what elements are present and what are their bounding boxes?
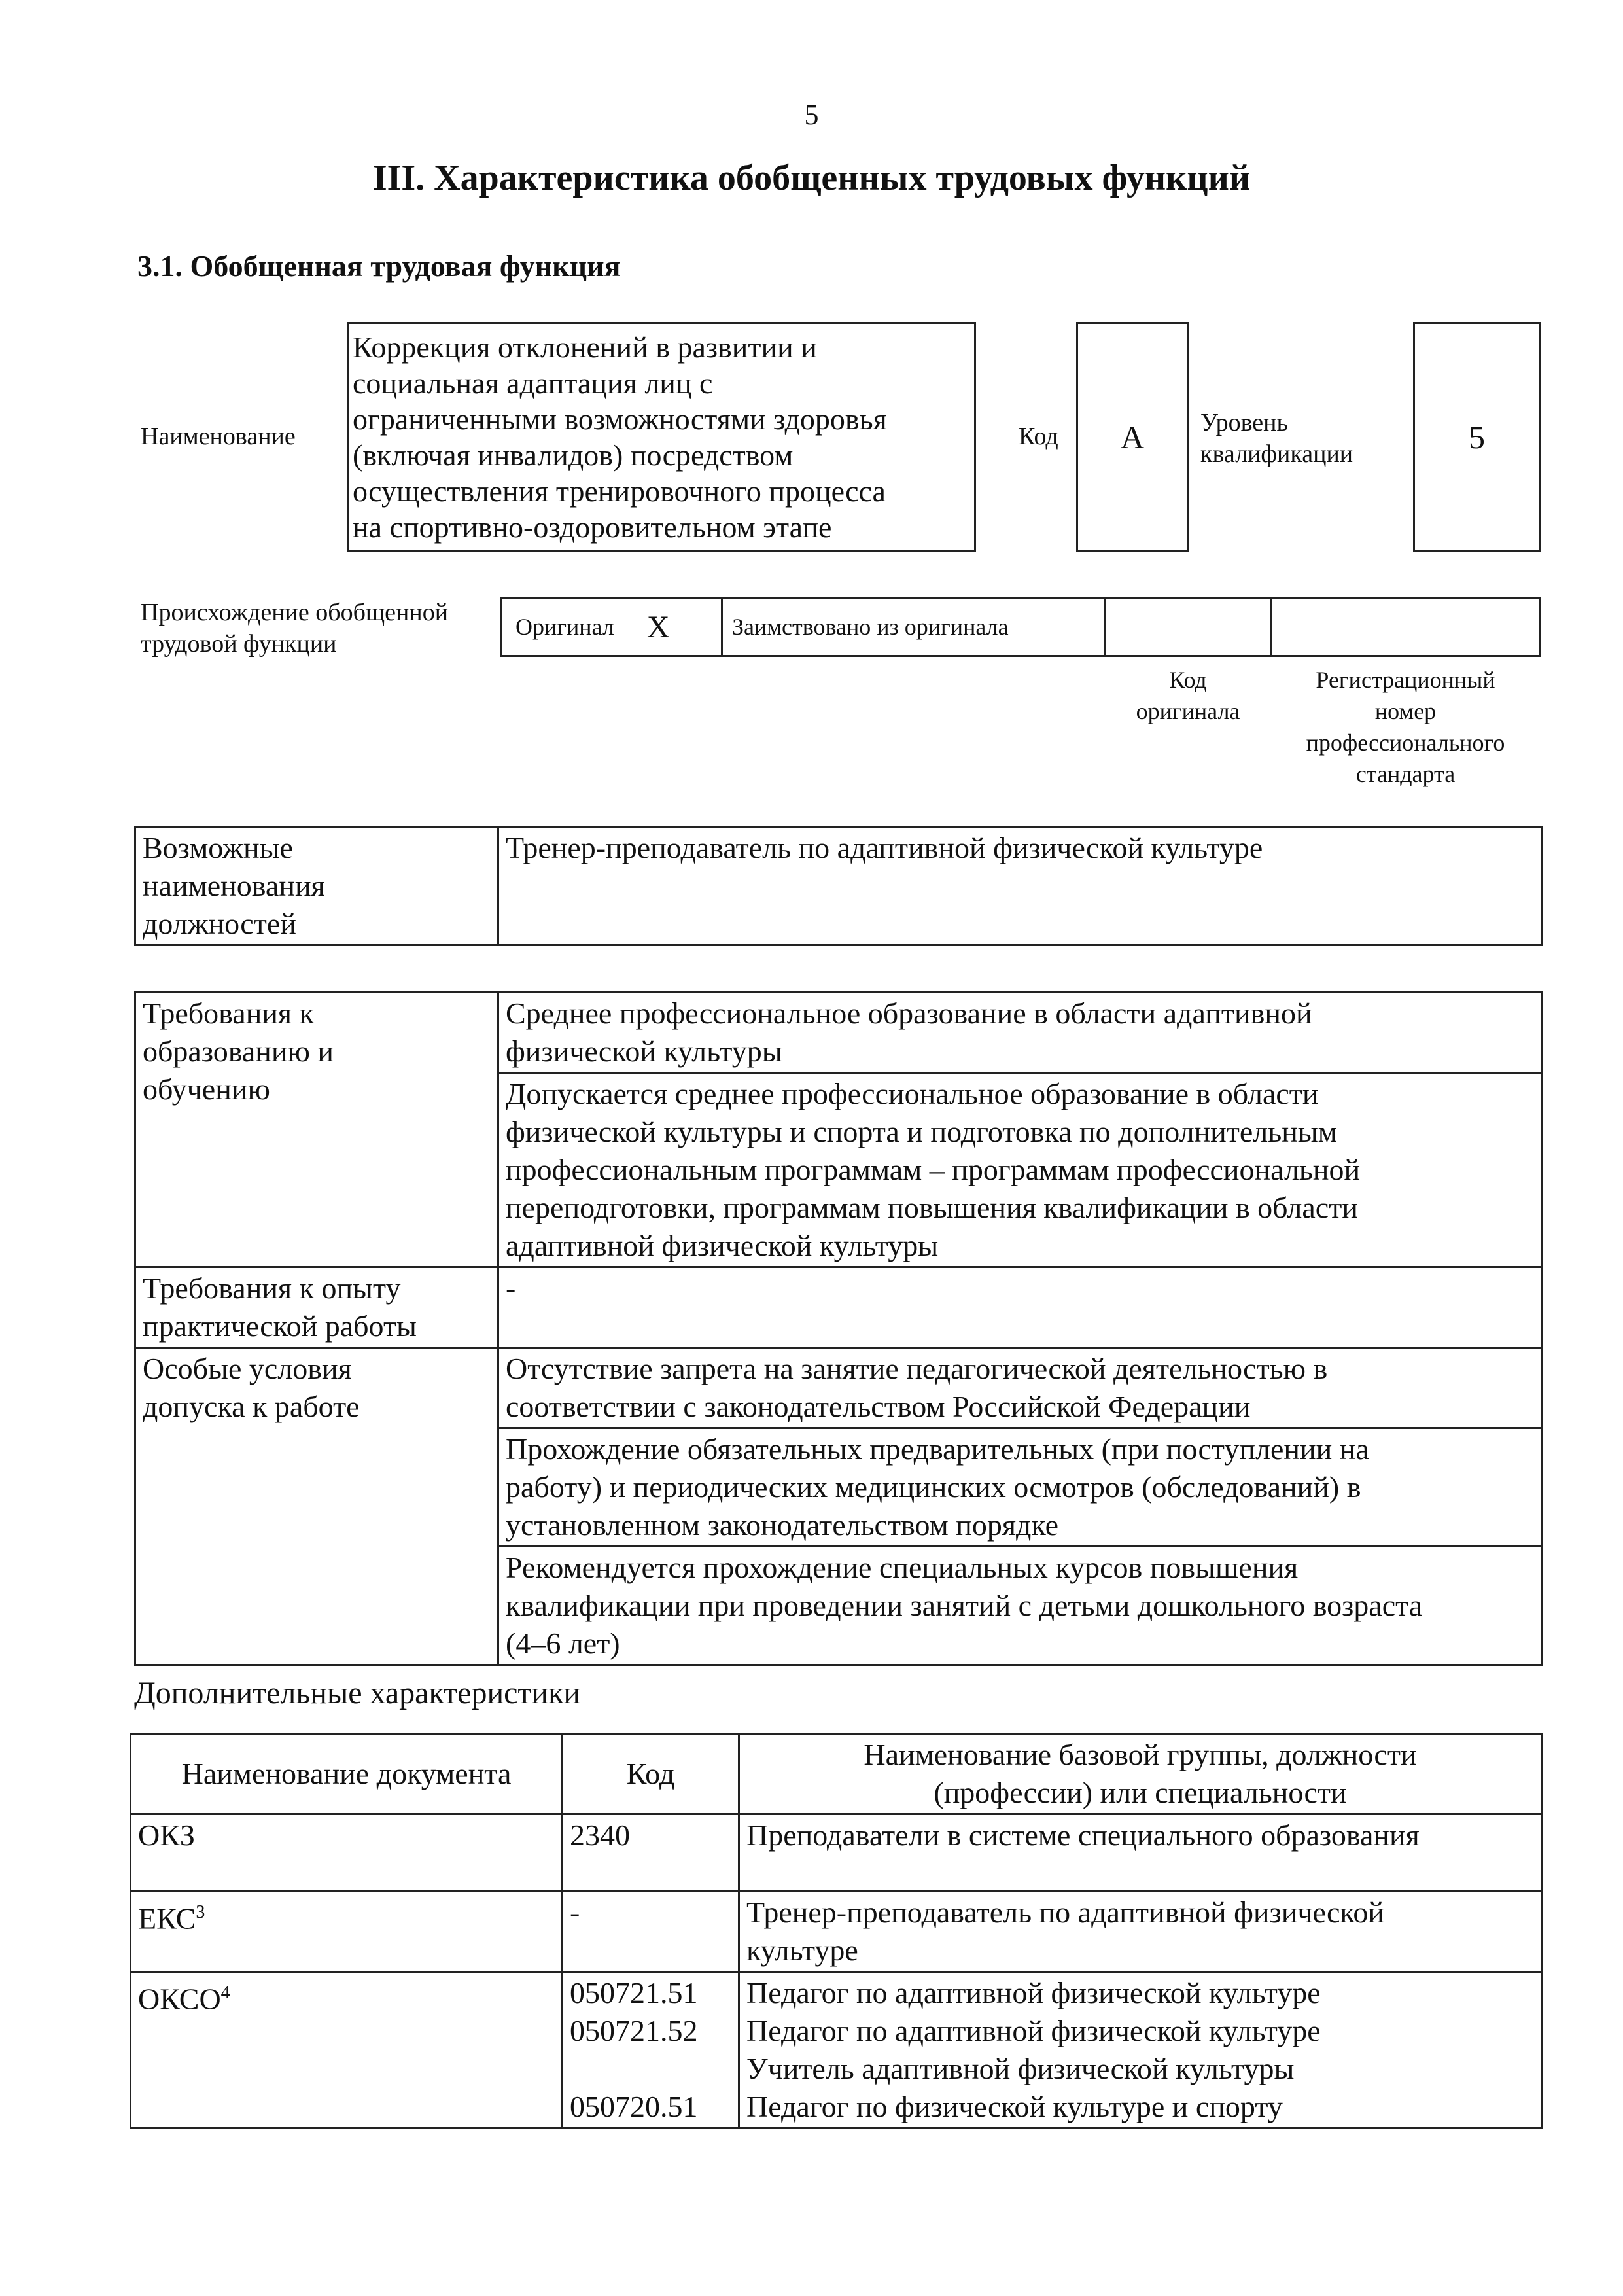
text-line: Педагог по адаптивной физической культуре	[746, 1976, 1321, 2009]
origin-borrowed-cell	[721, 597, 1106, 657]
education-label-line: Требования к	[143, 997, 314, 1030]
doc-name: ОКЗ	[138, 1818, 195, 1852]
origin-code-cell	[1104, 597, 1272, 657]
caption-line: Код	[1169, 667, 1207, 693]
level-value-box	[1413, 322, 1541, 552]
function-name-line: ограниченными возможностями здоровья	[353, 402, 887, 436]
level-value: 5	[1469, 419, 1485, 455]
positions-label-line: наименования	[143, 869, 325, 902]
footnote-mark: 4	[220, 1983, 230, 2003]
row-name: Преподаватели в системе специального образования	[739, 1814, 1542, 1892]
text-line: Педагог по физической культуре и спорту	[746, 2090, 1283, 2123]
education-label	[135, 993, 498, 1267]
row-doc	[131, 1972, 563, 2128]
function-name-line: на спортивно-оздоровительном этапе	[353, 510, 832, 544]
text-line: Наименование базовой группы, должности	[864, 1738, 1417, 1771]
additional-table	[130, 1733, 1543, 2129]
function-name-box	[347, 322, 976, 552]
conditions-label	[135, 1348, 498, 1665]
text-line: Прохождение обязательных предварительных (при поступлении на	[506, 1432, 1369, 1466]
origin-original-label: Оригинал	[515, 614, 614, 640]
text-line: Требования к опыту	[143, 1271, 401, 1305]
code-line: 050721.51	[570, 1976, 698, 2009]
name-label: Наименование	[141, 423, 296, 450]
text-line: Отсутствие запрета на занятие педагогической деятельностью в	[506, 1352, 1328, 1385]
subsection-title: 3.1. Обобщенная трудовая функция	[137, 249, 621, 283]
condition-1	[498, 1348, 1542, 1428]
text-line: адаптивной физической культуры	[506, 1229, 939, 1262]
row-name	[739, 1892, 1542, 1972]
header-doc: Наименование документа	[131, 1734, 563, 1814]
footnote-mark: 3	[196, 1902, 205, 1922]
function-name-line: социальная адаптация лиц с	[353, 366, 713, 400]
positions-value: Тренер-преподаватель по адаптивной физической культуре	[498, 827, 1542, 945]
text-line: соответствии с законодательством Российской Федерации	[506, 1390, 1251, 1423]
education-label-line: обучению	[143, 1072, 270, 1106]
origin-reg-caption	[1270, 664, 1541, 790]
text-line: работу) и периодических медицинских осмотров (обследований) в	[506, 1470, 1361, 1504]
experience-value: -	[498, 1267, 1542, 1348]
text-line: Рекомендуется прохождение специальных курсов повышения	[506, 1551, 1299, 1584]
requirements-table	[134, 991, 1543, 1666]
text-line: физической культуры и спорта и подготовка по дополнительным	[506, 1115, 1337, 1148]
origin-reg-cell	[1270, 597, 1541, 657]
text-line: Тренер-преподаватель по адаптивной физической	[746, 1896, 1385, 1929]
text-line: Учитель адаптивной физической культуры	[746, 2052, 1295, 2085]
condition-2	[498, 1428, 1542, 1547]
doc-name: ЕКС	[138, 1901, 196, 1935]
education-label-line: образованию и	[143, 1034, 334, 1068]
function-name-line: осуществления тренировочного процесса	[353, 474, 886, 508]
caption-line: оригинала	[1136, 698, 1240, 724]
caption-line: профессионального	[1306, 730, 1505, 756]
origin-label-line: Происхождение обобщенной	[141, 599, 449, 626]
row-code	[563, 1972, 739, 2128]
text-line: (профессии) или специальности	[934, 1776, 1347, 1809]
condition-3	[498, 1547, 1542, 1665]
positions-label-line: Возможные	[143, 831, 293, 864]
code-label: Код	[1019, 423, 1058, 450]
code-line: 050720.51	[570, 2090, 698, 2123]
origin-borrowed-label: Заимствовано из оригинала	[732, 614, 1009, 640]
row-name	[739, 1972, 1542, 2128]
text-line: (4–6 лет)	[506, 1627, 620, 1660]
experience-label	[135, 1267, 498, 1348]
section-title: III. Характеристика обобщенных трудовых функций	[372, 158, 1251, 198]
origin-label-line: трудовой функции	[141, 630, 337, 658]
code-value-box	[1076, 322, 1189, 552]
education-requirement-2	[498, 1073, 1542, 1267]
code-line: 050721.52	[570, 2014, 698, 2047]
origin-original-mark: X	[646, 609, 670, 645]
positions-label	[135, 827, 498, 945]
text-line: профессиональным программам – программам профессиональной	[506, 1153, 1361, 1186]
positions-label-line: должностей	[143, 907, 296, 940]
additional-title: Дополнительные характеристики	[134, 1676, 581, 1710]
text-line: установленном законодательством порядке	[506, 1508, 1059, 1542]
text-line: переподготовки, программам повышения квалификации в области	[506, 1191, 1358, 1224]
row-code: -	[563, 1892, 739, 1972]
row-doc	[131, 1814, 563, 1892]
text-line: практической работы	[143, 1309, 417, 1343]
text-line: Среднее профессиональное образование в области адаптивной	[506, 997, 1312, 1030]
origin-original-cell	[500, 597, 723, 657]
origin-code-caption	[1104, 664, 1272, 727]
origin-label	[141, 597, 448, 660]
text-line: Особые условия	[143, 1352, 352, 1385]
text-line: физической культуры	[506, 1034, 782, 1068]
caption-line: Регистрационный	[1316, 667, 1495, 693]
doc-name: ОКСО	[138, 1982, 221, 2016]
text-line: культуре	[746, 1934, 858, 1967]
header-name	[739, 1734, 1542, 1814]
level-label-line: Уровень	[1200, 409, 1288, 436]
text-line: Педагог по адаптивной физической культуре	[746, 2014, 1321, 2047]
caption-line: номер	[1374, 698, 1437, 724]
row-doc	[131, 1892, 563, 1972]
level-label	[1200, 407, 1353, 470]
text-line: Допускается среднее профессиональное образование в области	[506, 1077, 1319, 1110]
text-line: допуска к работе	[143, 1390, 360, 1423]
function-name-line: (включая инвалидов) посредством	[353, 438, 794, 472]
caption-line: стандарта	[1355, 761, 1456, 787]
code-value: А	[1120, 419, 1145, 455]
function-name-line: Коррекция отклонений в развитии и	[353, 330, 817, 364]
page-number: 5	[804, 99, 819, 131]
header-code: Код	[563, 1734, 739, 1814]
text-line: квалификации при проведении занятий с детьми дошкольного возраста	[506, 1589, 1423, 1622]
row-code: 2340	[563, 1814, 739, 1892]
positions-table	[134, 826, 1543, 946]
code-line	[570, 2050, 731, 2088]
education-requirement-1	[498, 993, 1542, 1073]
level-label-line: квалификации	[1200, 440, 1353, 468]
